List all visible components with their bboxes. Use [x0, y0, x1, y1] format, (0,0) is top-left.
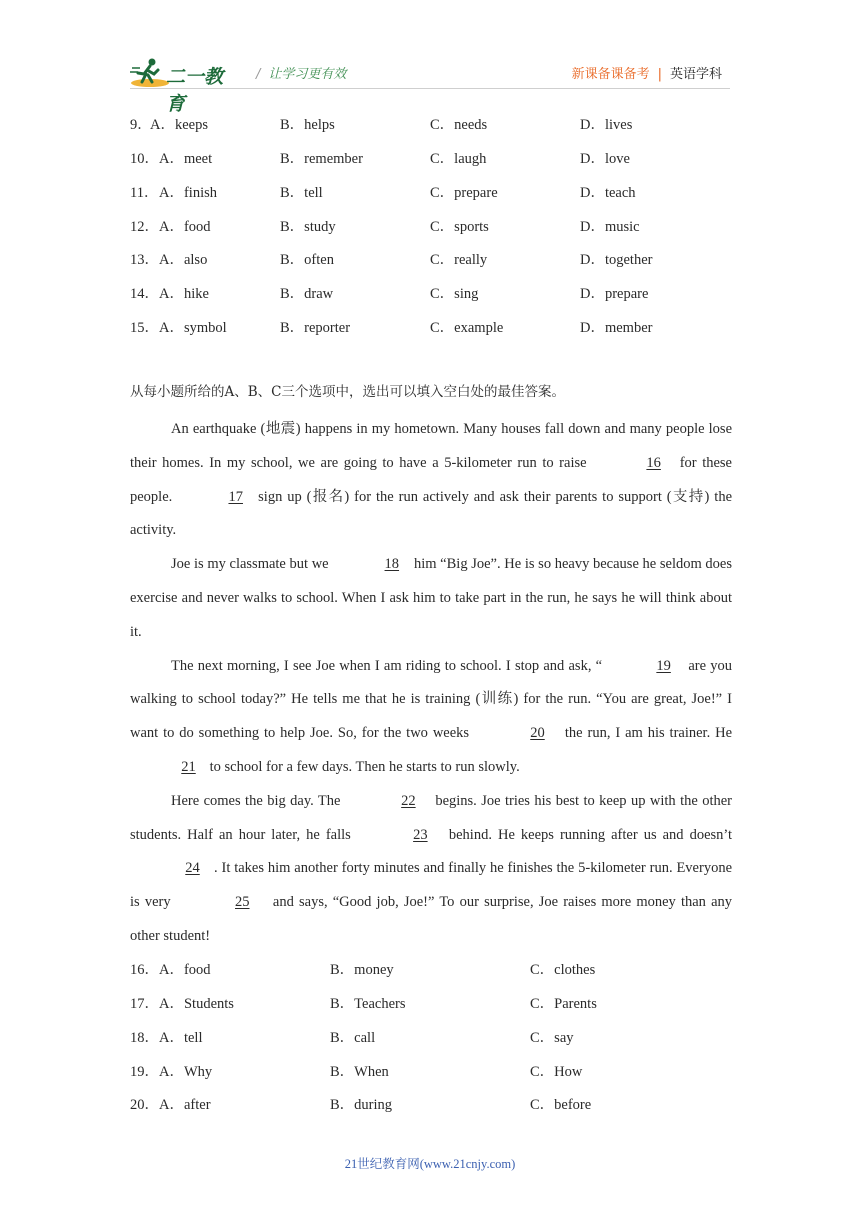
question-number: 16． — [130, 962, 159, 978]
reading-passage — [130, 413, 732, 954]
header-separator: | — [657, 67, 662, 82]
option-b: B．often — [280, 252, 334, 268]
passage-text: Joe is my classmate but we — [171, 556, 329, 573]
page-header — [130, 56, 730, 115]
option-b: B．money — [330, 962, 394, 978]
passage-paragraph-2 — [130, 548, 732, 649]
passage-text: sign up (报名) for the run actively and ask their parents to support (支持) the activity. — [130, 488, 733, 539]
option-a: A．symbol — [159, 320, 227, 336]
passage-text: to school for a few days. Then he starts to run slowly. — [209, 758, 520, 775]
question-number: 19． — [130, 1064, 159, 1080]
passage-text: and says, “Good job, Joe!” To our surprise, Joe raises more money than any other student! — [130, 894, 733, 944]
option-b: B．tell — [280, 185, 323, 201]
slogan — [256, 63, 346, 82]
header-divider — [130, 88, 730, 89]
question-number: 15． — [130, 320, 159, 336]
subject-label: 英语学科 — [669, 67, 722, 82]
option-a: A．after — [159, 1097, 211, 1113]
course-label: 新课备课备考 — [571, 67, 650, 82]
passage-text: for these people. — [130, 454, 732, 505]
logo-text: 二一教育 — [166, 66, 224, 115]
option-b: B．helps — [280, 117, 335, 133]
option-a: A．Students — [159, 996, 234, 1012]
option-a: A．tell — [159, 1030, 203, 1046]
blank-17: 17 — [228, 488, 243, 505]
blank-19: 19 — [656, 657, 671, 674]
blank-23: 23 — [413, 826, 428, 843]
option-d: D．love — [580, 151, 630, 167]
question-number: 14． — [130, 286, 159, 302]
option-a: A．Why — [159, 1064, 213, 1080]
option-c: C．How — [530, 1064, 583, 1080]
option-a: A．food — [159, 962, 211, 978]
option-c: C．really — [430, 252, 488, 268]
blank-25: 25 — [235, 894, 250, 911]
option-c: C．laugh — [430, 151, 487, 167]
option-c: C．needs — [430, 117, 488, 133]
slogan-slash: / — [256, 67, 261, 82]
option-b: B．Teachers — [330, 996, 406, 1012]
option-a: A．finish — [159, 185, 217, 201]
option-a: A．also — [159, 252, 208, 268]
question-number: 17． — [130, 996, 159, 1012]
brand-logo — [130, 56, 240, 115]
question-number: 9． — [130, 117, 152, 133]
question-number: 20． — [130, 1097, 159, 1113]
passage-text: begins. Joe tries his best to keep up with the other students. Half an hour later, he falls — [130, 792, 733, 843]
question-number: 10． — [130, 151, 159, 167]
option-b: B．study — [280, 219, 336, 235]
option-c: C．example — [430, 320, 504, 336]
passage-text: . It takes him another forty minutes and finally he finishes the 5-kilometer run. Everyone is very — [130, 860, 732, 911]
option-c: C．clothes — [530, 962, 596, 978]
option-a: A．keeps — [150, 117, 208, 133]
passage-paragraph-4 — [130, 785, 732, 954]
slogan-text: 让学习更有效 — [268, 67, 347, 82]
passage-text: Here comes the big day. The — [171, 792, 341, 809]
question-number: 13． — [130, 252, 159, 268]
blank-22: 22 — [401, 792, 416, 809]
option-d: D．member — [580, 320, 653, 336]
passage-text: An earthquake (地震) happens in my hometown. Many houses fall down and many people lose their homes. In my school, we are going to have a 5-kilometer run to raise — [130, 421, 732, 471]
question-number: 11． — [130, 185, 159, 201]
option-d: D．lives — [580, 117, 633, 133]
runner-icon — [130, 56, 170, 90]
option-a: A．food — [159, 219, 211, 235]
option-b: B．call — [330, 1030, 376, 1046]
option-b: B．When — [330, 1064, 389, 1080]
option-d: D．teach — [580, 185, 636, 201]
section-instruction: 从每小题所给的A、B、C三个选项中，选出可以填入空白处的最佳答案。 — [130, 384, 565, 400]
option-b: B．reporter — [280, 320, 351, 336]
option-c: C．say — [530, 1030, 574, 1046]
passage-text: behind. He keeps running after us and doesn’t — [448, 826, 732, 843]
blank-16: 16 — [646, 454, 661, 471]
question-number: 18． — [130, 1030, 159, 1046]
question-number: 12． — [130, 219, 159, 235]
option-b: B．remember — [280, 151, 363, 167]
blank-21: 21 — [181, 758, 196, 775]
passage-text: him “Big Joe”. He is so heavy because he seldom does exercise and never walks to school. When I ask him to take part in the run, he says he will think about it. — [130, 556, 733, 640]
passage-text: the run, I am his trainer. He — [564, 725, 733, 742]
header-course-info — [572, 63, 722, 82]
option-a: A．meet — [159, 151, 213, 167]
passage-paragraph-3 — [130, 650, 732, 785]
option-a: A．hike — [159, 286, 209, 302]
option-d: D．music — [580, 219, 640, 235]
page-footer[interactable]: 21世纪教育网(www.21cnjy.com) — [344, 1157, 516, 1171]
option-d: D．together — [580, 252, 653, 268]
blank-20: 20 — [530, 725, 545, 742]
option-c: C．prepare — [430, 185, 498, 201]
option-b: B．draw — [280, 286, 334, 302]
option-d: D．prepare — [580, 286, 649, 302]
option-c: C．before — [530, 1097, 592, 1113]
option-c: C．sports — [430, 219, 489, 235]
blank-24: 24 — [185, 860, 200, 877]
option-b: B．during — [330, 1097, 393, 1113]
option-c: C．Parents — [530, 996, 597, 1012]
passage-text: are you walking to school today?” He tells me that he is training (训练) for the run. “You are great, Joe!” I want to do something to help Joe. So, for the two weeks — [130, 657, 732, 742]
passage-paragraph-1 — [130, 413, 732, 548]
option-c: C．sing — [430, 286, 479, 302]
blank-18: 18 — [384, 556, 400, 573]
passage-text: The next morning, I see Joe when I am riding to school. I stop and ask, “ — [171, 657, 603, 674]
